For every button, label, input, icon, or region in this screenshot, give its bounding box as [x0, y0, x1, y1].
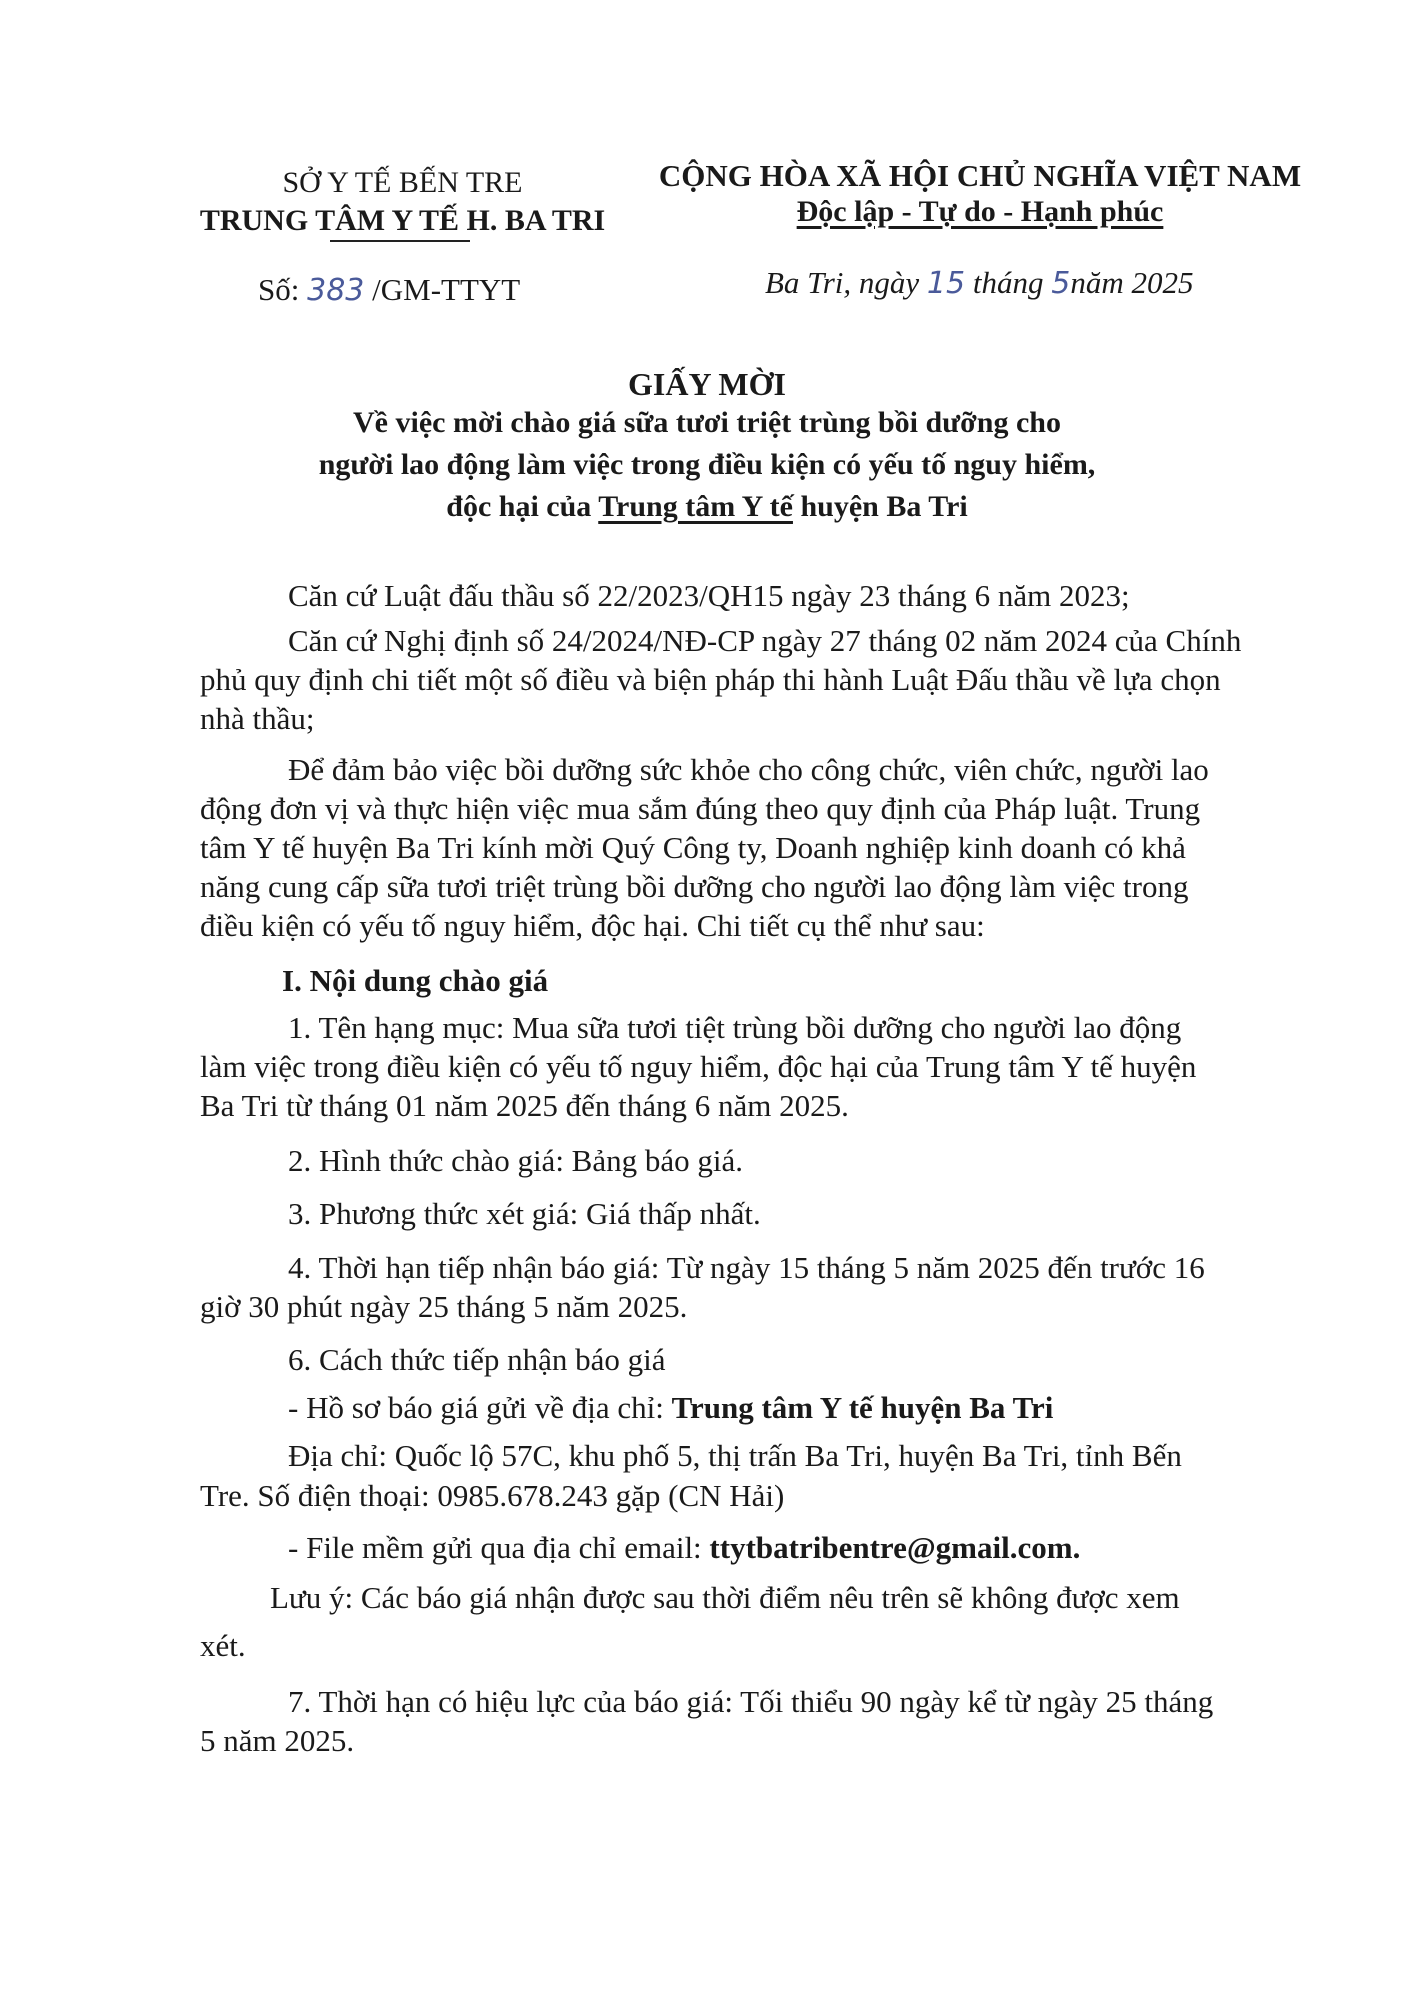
- date-prefix: Ba Tri, ngày: [765, 265, 927, 300]
- subtitle-line-3-c: huyện Ba Tri: [792, 490, 968, 523]
- paragraph-3-line-1: Để đảm bảo việc bồi dưỡng sức khỏe cho công chức, viên chức, người lao: [288, 752, 1209, 787]
- agency-underline: [330, 240, 470, 242]
- email-address: ttytbatribentre@gmail.com.: [709, 1530, 1081, 1565]
- document-title: GIẤY MỜI: [628, 366, 786, 402]
- handwritten-number: 383: [307, 273, 365, 308]
- agency-parent: SỞ Y TẾ BẾN TRE: [282, 166, 523, 199]
- item-1-line-1: 1. Tên hạng mục: Mua sữa tươi tiệt trùng bồi dưỡng cho người lao động: [288, 1010, 1182, 1045]
- email-prefix: - File mềm gửi qua địa chỉ email:: [288, 1530, 710, 1565]
- subtitle-line-1: Về việc mời chào giá sữa tươi triệt trùng bồi dưỡng cho: [353, 406, 1061, 439]
- document-date: [765, 265, 1193, 301]
- item-4-line-2: giờ 30 phút ngày 25 tháng 5 năm 2025.: [200, 1289, 688, 1324]
- paragraph-3-line-5: điều kiện có yếu tố nguy hiểm, độc hại. Chi tiết cụ thể như sau:: [200, 908, 985, 943]
- paragraph-1: Căn cứ Luật đấu thầu số 22/2023/QH15 ngày 23 tháng 6 năm 2023;: [288, 578, 1130, 613]
- item-6: 6. Cách thức tiếp nhận báo giá: [288, 1342, 666, 1377]
- document-number-prefix: Số:: [258, 272, 308, 307]
- date-year: năm 2025: [1070, 265, 1194, 300]
- paragraph-3-line-2: động đơn vị và thực hiện việc mua sắm đúng theo quy định của Pháp luật. Trung: [200, 791, 1201, 826]
- subtitle-line-2: người lao động làm việc trong điều kiện có yếu tố nguy hiểm,: [318, 448, 1096, 481]
- handwritten-month: 5: [1051, 266, 1071, 301]
- address-line-2: Tre. Số điện thoại: 0985.678.243 gặp (CN Hải): [200, 1478, 785, 1513]
- paragraph-2-line-3: nhà thầu;: [200, 701, 315, 736]
- subtitle-line-3-b: Trung tâm Y tế: [598, 490, 793, 523]
- document-number: [258, 272, 520, 308]
- item-4-line-1: 4. Thời hạn tiếp nhận báo giá: Từ ngày 15 tháng 5 năm 2025 đến trước 16: [288, 1250, 1205, 1285]
- note-line-2: xét.: [200, 1628, 246, 1663]
- note-line-1: Lưu ý: Các báo giá nhận được sau thời điểm nêu trên sẽ không được xem: [270, 1580, 1180, 1615]
- document-number-suffix: /GM-TTYT: [364, 272, 521, 307]
- delivery-recipient: Trung tâm Y tế huyện Ba Tri: [671, 1390, 1054, 1425]
- paragraph-2-line-1: Căn cứ Nghị định số 24/2024/NĐ-CP ngày 27 tháng 02 năm 2024 của Chính: [288, 623, 1242, 658]
- handwritten-day: 15: [926, 266, 966, 301]
- national-motto: Độc lập - Tự do - Hạnh phúc: [796, 195, 1164, 228]
- item-6-delivery-address: [288, 1390, 1053, 1426]
- item-2: 2. Hình thức chào giá: Bảng báo giá.: [288, 1143, 743, 1178]
- date-month-label: tháng: [965, 265, 1052, 300]
- national-title: CỘNG HÒA XÃ HỘI CHỦ NGHĨA VIỆT NAM: [658, 158, 1302, 193]
- subtitle-line-3-a: độc hại của: [446, 490, 599, 523]
- email-line: [288, 1530, 1080, 1566]
- item-7-line-1: 7. Thời hạn có hiệu lực của báo giá: Tối thiểu 90 ngày kể từ ngày 25 tháng: [288, 1684, 1214, 1719]
- address-line-1: Địa chỉ: Quốc lộ 57C, khu phố 5, thị trấn Ba Tri, huyện Ba Tri, tỉnh Bến: [288, 1438, 1182, 1473]
- agency-name: TRUNG TÂM Y TẾ H. BA TRI: [199, 204, 606, 237]
- section-heading: I. Nội dung chào giá: [282, 963, 549, 998]
- paragraph-2-line-2: phủ quy định chi tiết một số điều và biện pháp thi hành Luật Đấu thầu về lựa chọn: [200, 662, 1221, 697]
- item-7-line-2: 5 năm 2025.: [200, 1723, 355, 1758]
- paragraph-3-line-3: tâm Y tế huyện Ba Tri kính mời Quý Công ty, Doanh nghiệp kinh doanh có khả: [200, 830, 1186, 865]
- item-1-line-3: Ba Tri từ tháng 01 năm 2025 đến tháng 6 năm 2025.: [200, 1088, 849, 1123]
- item-3: 3. Phương thức xét giá: Giá thấp nhất.: [288, 1196, 761, 1231]
- paragraph-3-line-4: năng cung cấp sữa tươi triệt trùng bồi dưỡng cho người lao động làm việc trong: [200, 869, 1189, 904]
- subtitle-line-3: [0, 490, 1414, 524]
- delivery-prefix: - Hồ sơ báo giá gửi về địa chỉ:: [288, 1390, 672, 1425]
- item-1-line-2: làm việc trong điều kiện có yếu tố nguy hiểm, độc hại của Trung tâm Y tế huyện: [200, 1049, 1197, 1084]
